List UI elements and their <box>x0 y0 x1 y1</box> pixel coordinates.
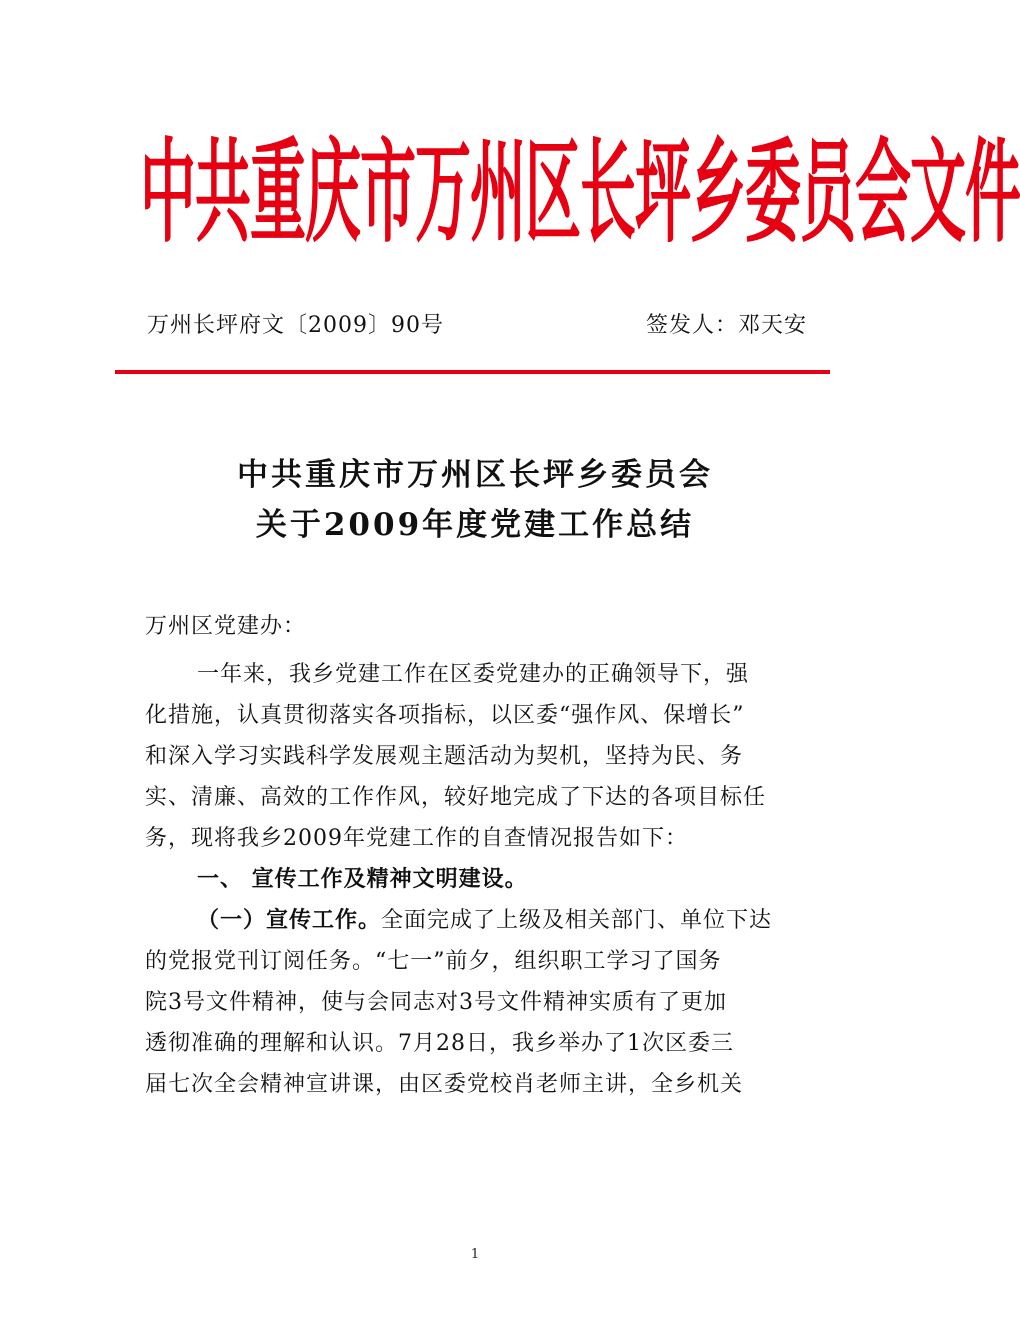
paragraph-2-line: 届七次全会精神宣讲课，由区委党校肖老师主讲，全乡机关 <box>145 1072 744 1097</box>
paragraph-1-line: 和深入学习实践科学发展观主题活动为契机，坚持为民、务 <box>145 744 744 769</box>
paragraph-1-line: 务，现将我乡2009年党建工作的自查情况报告如下： <box>145 826 688 851</box>
red-masthead <box>140 129 1020 259</box>
paragraph-1-line: 化措施，认真贯彻落实各项指标，以区委“强作风、保增长” <box>145 703 745 728</box>
paragraph-1-line: 实、清廉、高效的工作作风，较好地完成了下达的各项目标任 <box>145 785 767 810</box>
section-1-heading: 一、 宣传工作及精神文明建设。 <box>197 866 528 892</box>
document-title-line-2: 关于2009年度党建工作总结 <box>255 507 695 543</box>
paragraph-2-line: 院3号文件精神，使与会同志对3号文件精神实质有了更加 <box>145 990 727 1015</box>
masthead-title: 中共重庆市万州区长坪乡委员会文件 <box>140 129 1020 259</box>
subsection-heading: （一）宣传工作。 <box>197 907 382 933</box>
document-number: 万州长坪府文〔2009〕90号 <box>147 313 444 338</box>
issuer-signature: 签发人：邓天安 <box>645 313 807 338</box>
document-body <box>145 606 810 1105</box>
paragraph-2-line: 的党报党刊订阅任务。“七一”前夕，组织职工学习了国务 <box>145 949 722 974</box>
red-divider-line <box>115 370 830 374</box>
document-title-line-1: 中共重庆市万州区长坪乡委员会 <box>237 457 713 493</box>
paragraph-2-first-line <box>145 900 810 941</box>
salutation: 万州区党建办： <box>145 614 307 639</box>
paragraph-1-line: 一年来，我乡党建工作在区委党建办的正确领导下，强 <box>197 662 750 687</box>
paragraph-2-first-line-text: 全面完成了上级及相关部门、单位下达 <box>381 908 773 933</box>
document-meta-row <box>147 309 807 343</box>
paragraph-2-line: 透彻准确的理解和认识。7月28日，我乡举办了1次区委三 <box>145 1031 734 1056</box>
page-number: 1 <box>470 1247 480 1262</box>
